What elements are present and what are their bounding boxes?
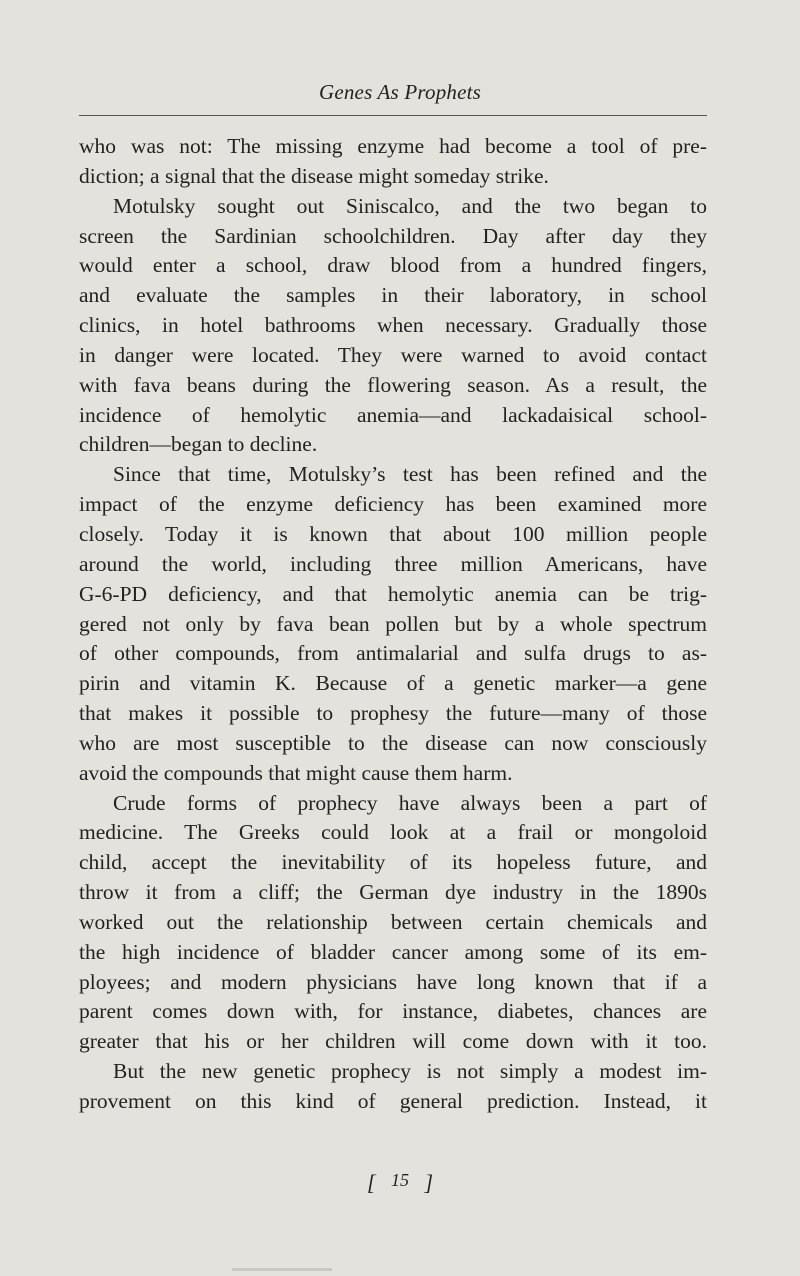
text-line: Crude forms of prophecy have always been a part of <box>113 790 707 815</box>
text-line: Motulsky sought out Siniscalco, and the two began to <box>113 193 707 218</box>
text-line: around the world, including three million Americans, have <box>79 551 707 576</box>
text-line: worked out the relationship between certain chemicals and <box>79 909 707 934</box>
text-line: ployees; and modern physicians have long known that if a <box>79 969 707 994</box>
text-line: that makes it possible to prophesy the future—many of those <box>79 701 707 726</box>
text-line: parent comes down with, for instance, diabetes, chances are <box>79 999 707 1024</box>
text-line: screen the Sardinian schoolchildren. Day after day they <box>79 223 707 248</box>
text-line: avoid the compounds that might cause them harm. <box>79 760 513 785</box>
text-line: and evaluate the samples in their laboratory, in school <box>79 283 707 308</box>
text-line: of other compounds, from antimalarial and sulfa drugs to as- <box>79 641 707 666</box>
text-line: closely. Today it is known that about 100 million people <box>79 521 707 546</box>
text-line: clinics, in hotel bathrooms when necessary. Gradually those <box>79 313 707 338</box>
running-head: Genes As Prophets <box>318 80 482 104</box>
text-line: pirin and vitamin K. Because of a genetic marker—a gene <box>79 671 707 696</box>
text-line: would enter a school, draw blood from a hundred fingers, <box>79 253 707 278</box>
text-line: who was not: The missing enzyme had become a tool of pre- <box>79 134 707 158</box>
body-text <box>79 132 707 1117</box>
text-line: impact of the enzyme deficiency has been examined more <box>79 492 707 517</box>
text-line: medicine. The Greeks could look at a frail or mongoloid <box>79 820 707 845</box>
text-line: with fava beans during the flowering season. As a result, the <box>79 372 707 397</box>
scan-edge-mark <box>232 1268 332 1271</box>
text-line: Since that time, Motulsky’s test has been refined and the <box>113 462 707 487</box>
text-line: who are most susceptible to the disease can now consciously <box>79 730 707 755</box>
text-line: provement on this kind of general prediction. Instead, it <box>79 1089 707 1113</box>
folio-close-bracket: ] <box>424 1170 434 1195</box>
folio-number: 15 <box>391 1170 409 1190</box>
text-line: But the new genetic prophecy is not simply a modest im- <box>113 1059 707 1084</box>
text-line: diction; a signal that the disease might someday strike. <box>79 163 549 188</box>
text-line: children—began to decline. <box>79 432 318 457</box>
page-number <box>0 1170 800 1196</box>
text-line: in danger were located. They were warned to avoid contact <box>79 342 707 367</box>
text-line: the high incidence of bladder cancer among some of its em- <box>79 939 707 964</box>
text-line: gered not only by fava bean pollen but by a whole spectrum <box>79 611 707 636</box>
folio-open-bracket: [ <box>366 1170 376 1195</box>
text-line: throw it from a cliff; the German dye industry in the 1890s <box>79 880 707 905</box>
text-line: incidence of hemolytic anemia—and lackadaisical school- <box>79 402 707 427</box>
text-line: child, accept the inevitability of its hopeless future, and <box>79 850 707 875</box>
header-rule <box>79 115 707 116</box>
text-line: greater that his or her children will come down with it too. <box>79 1029 707 1054</box>
text-line: G-6-PD deficiency, and that hemolytic anemia can be trig- <box>79 581 707 606</box>
